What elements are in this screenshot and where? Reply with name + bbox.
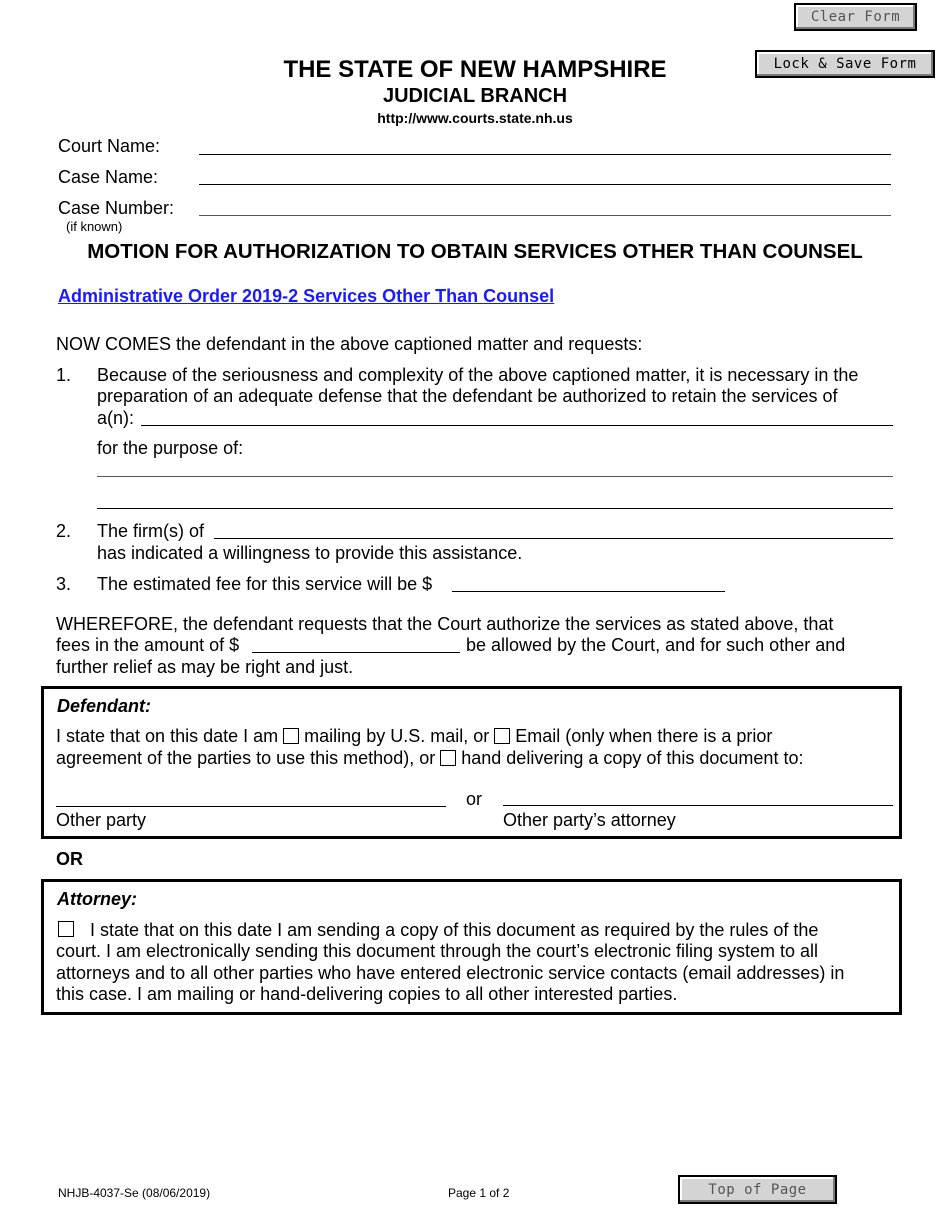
estimated-fee-input[interactable] (452, 591, 725, 592)
case-number-label: Case Number: (58, 198, 175, 218)
attorney-line-2: court. I am electronically sending this document through the court’s electronic filing system to all (56, 941, 819, 961)
item-1-line-2: preparation of an adequate defense that the defendant be authorized to retain the services of (97, 386, 838, 406)
wherefore-line-2a: fees in the amount of $ (56, 635, 240, 655)
defendant-text-1: I state that on this date I am (56, 726, 279, 746)
defendant-line-1 (56, 726, 772, 748)
mail-checkbox[interactable] (283, 728, 299, 744)
case-number-input[interactable] (199, 215, 891, 216)
wherefore-line-3: further relief as may be right and just. (56, 657, 354, 677)
item-1-line-1: Because of the seriousness and complexity of the above captioned matter, it is necessary in the (97, 365, 859, 385)
court-name-input[interactable] (199, 154, 891, 155)
court-name-label: Court Name: (58, 136, 161, 156)
defendant-line-2 (56, 748, 803, 770)
purpose-input-2[interactable] (97, 508, 893, 509)
fee-amount-input[interactable] (252, 652, 460, 653)
court-url: http://www.courts.state.nh.us (377, 110, 573, 126)
email-checkbox[interactable] (494, 728, 510, 744)
defendant-text-4: agreement of the parties to use this method), or (56, 748, 436, 768)
clear-form-button[interactable]: Clear Form (794, 3, 917, 31)
form-id: NHJB-4037-Se (08/06/2019) (58, 1186, 211, 1200)
defendant-heading: Defendant: (57, 696, 151, 716)
other-attorney-input[interactable] (503, 805, 893, 806)
or-text: or (466, 789, 483, 809)
other-party-input[interactable] (56, 806, 446, 807)
attorney-line-1: I state that on this date I am sending a copy of this document as required by the rules of the (90, 920, 819, 940)
item-2-line-1: The firm(s) of (97, 521, 205, 541)
motion-title: MOTION FOR AUTHORIZATION TO OBTAIN SERVICES OTHER THAN COUNSEL (87, 240, 863, 263)
purpose-label: for the purpose of: (97, 438, 244, 458)
item-1-line-3: a(n): (97, 408, 135, 428)
attorney-line-4: this case. I am mailing or hand-delivering copies to all other interested parties. (56, 984, 678, 1004)
service-provider-input[interactable] (141, 425, 893, 426)
purpose-input-1[interactable] (97, 476, 893, 477)
state-heading: THE STATE OF NEW HAMPSHIRE (283, 56, 667, 83)
intro-text: NOW COMES the defendant in the above captioned matter and requests: (56, 334, 643, 354)
item-1-number: 1. (56, 365, 72, 385)
if-known-note: (if known) (66, 219, 123, 234)
firm-input[interactable] (214, 538, 893, 539)
hand-deliver-checkbox[interactable] (440, 750, 456, 766)
item-3-number: 3. (56, 574, 72, 594)
other-party-label: Other party (56, 810, 147, 830)
defendant-text-5: hand delivering a copy of this document to: (461, 748, 804, 768)
wherefore-line-2b: be allowed by the Court, and for such other and (466, 635, 846, 655)
attorney-checkbox[interactable] (58, 921, 74, 937)
admin-order-link[interactable]: Administrative Order 2019-2 Services Other Than Counsel (58, 286, 555, 306)
branch-heading: JUDICIAL BRANCH (382, 85, 568, 107)
item-3-text: The estimated fee for this service will be $ (97, 574, 433, 594)
attorney-heading: Attorney: (57, 889, 137, 909)
page-number: Page 1 of 2 (448, 1186, 510, 1200)
top-of-page-button[interactable]: Top of Page (678, 1175, 837, 1204)
case-name-input[interactable] (199, 184, 891, 185)
other-attorney-label: Other party’s attorney (503, 810, 676, 830)
wherefore-line-1: WHEREFORE, the defendant requests that the Court authorize the services as stated above, that (56, 614, 834, 634)
defendant-text-3: Email (only when there is a prior (515, 726, 773, 746)
defendant-text-2: mailing by U.S. mail, or (304, 726, 490, 746)
item-2-line-2: has indicated a willingness to provide this assistance. (97, 543, 523, 563)
attorney-line-3: attorneys and to all other parties who have entered electronic service contacts (email addresses) in (56, 963, 845, 983)
case-name-label: Case Name: (58, 167, 159, 187)
or-label: OR (56, 849, 83, 869)
item-2-number: 2. (56, 521, 72, 541)
lock-save-form-button[interactable]: Lock & Save Form (755, 50, 935, 78)
